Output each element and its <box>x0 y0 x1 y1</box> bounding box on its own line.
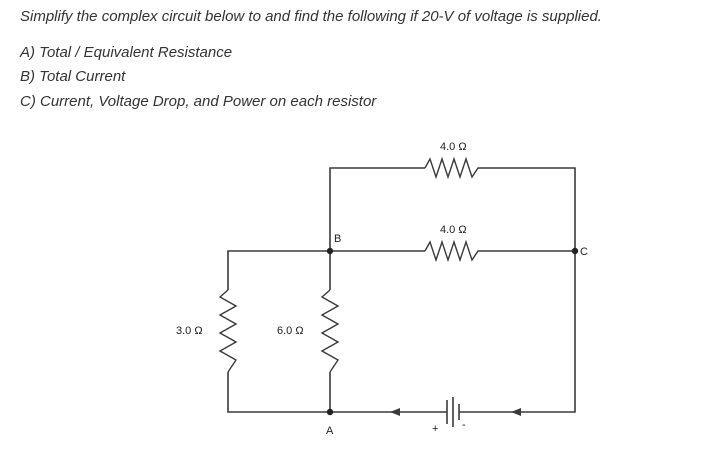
battery-plus-label: + <box>432 423 439 435</box>
resistor-center <box>322 290 338 372</box>
question-item-a: A) Total / Equivalent Resistance <box>20 44 233 61</box>
circuit-wires <box>228 168 575 412</box>
node-b-label: B <box>334 233 342 245</box>
wire-top-loop <box>330 168 425 251</box>
resistor-center-label: 6.0 Ω <box>277 325 304 337</box>
node-b-dot <box>327 248 333 254</box>
wire-top-right <box>494 168 575 412</box>
battery-icon <box>447 397 459 427</box>
resistor-middle <box>425 242 494 260</box>
arrow-left-icon <box>511 408 521 416</box>
wire-left-top <box>228 251 330 290</box>
node-a-dot <box>327 409 333 415</box>
arrow-left-icon <box>390 408 400 416</box>
node-a-label: A <box>326 425 334 437</box>
wire-left-bottom <box>228 372 394 412</box>
resistor-left <box>220 290 236 372</box>
resistor-middle-label: 4.0 Ω <box>440 224 467 236</box>
node-c-dot <box>572 248 578 254</box>
question-item-b: B) Total Current <box>20 68 126 85</box>
node-c-label: C <box>580 246 588 258</box>
question-title: Simplify the complex circuit below to and find the following if 20-V of voltage is supplied. <box>20 8 602 25</box>
resistor-top-label: 4.0 Ω <box>440 141 467 153</box>
question-item-c: C) Current, Voltage Drop, and Power on each resistor <box>20 93 377 110</box>
battery-minus-label: - <box>462 419 466 431</box>
resistor-left-label: 3.0 Ω <box>176 325 203 337</box>
resistor-top <box>425 159 494 177</box>
